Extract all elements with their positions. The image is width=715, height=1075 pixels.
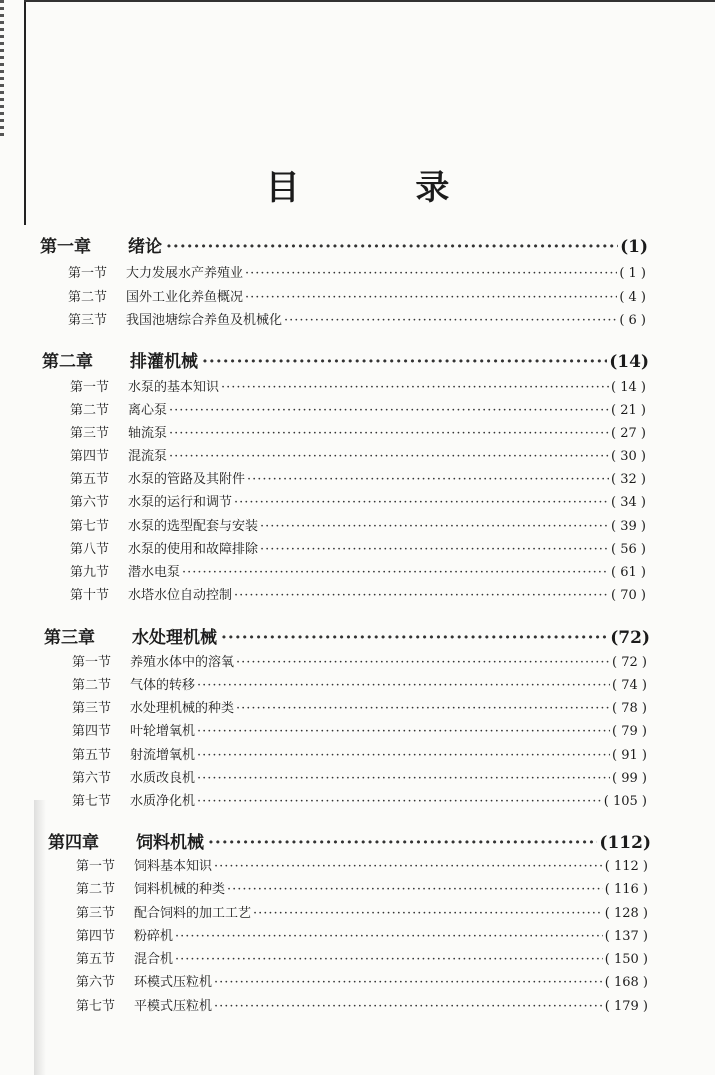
section-page: ( 4 ) xyxy=(619,290,646,305)
dot-leader xyxy=(208,833,597,853)
section-title: 大力发展水产养殖业 xyxy=(126,266,244,281)
toc-section[interactable] xyxy=(70,399,646,418)
section-number: 第六节 xyxy=(72,771,112,786)
section-page: ( 39 ) xyxy=(611,519,646,534)
section-number: 第三节 xyxy=(72,701,112,716)
section-number: 第四节 xyxy=(70,449,110,464)
section-page: ( 61 ) xyxy=(611,565,646,580)
toc-section[interactable] xyxy=(68,286,646,305)
dot-leader xyxy=(245,266,617,281)
section-title: 水泵的管路及其附件 xyxy=(128,472,246,487)
toc-section[interactable] xyxy=(76,855,648,874)
scan-shadow xyxy=(34,800,46,1075)
section-page: ( 150 ) xyxy=(604,952,648,967)
dot-leader xyxy=(221,628,608,648)
section-page: ( 70 ) xyxy=(611,588,646,603)
section-number: 第三节 xyxy=(68,313,108,328)
section-page: ( 112 ) xyxy=(604,859,648,874)
toc-section[interactable] xyxy=(76,971,648,990)
section-title: 叶轮增氧机 xyxy=(130,724,196,739)
section-title: 水塔水位自动控制 xyxy=(128,588,233,603)
section-number: 第一节 xyxy=(72,655,112,670)
section-title: 离心泵 xyxy=(128,403,168,418)
section-title: 饲料基本知识 xyxy=(134,859,213,874)
dot-leader xyxy=(234,588,609,603)
toc-section[interactable] xyxy=(76,878,648,897)
section-number: 第九节 xyxy=(70,565,110,580)
section-title: 我国池塘综合养鱼及机械化 xyxy=(126,313,283,328)
section-number: 第四节 xyxy=(72,724,112,739)
section-page: ( 128 ) xyxy=(604,906,648,921)
section-number: 第三节 xyxy=(70,426,110,441)
toc-section[interactable] xyxy=(76,925,648,944)
section-number: 第二节 xyxy=(76,882,116,897)
dot-leader xyxy=(169,403,609,418)
toc-section[interactable] xyxy=(72,720,647,739)
toc-section[interactable] xyxy=(70,422,646,441)
section-title: 水泵的基本知识 xyxy=(128,380,220,395)
section-title: 水质改良机 xyxy=(130,771,196,786)
section-title: 平模式压粒机 xyxy=(134,999,213,1014)
section-page: ( 79 ) xyxy=(612,724,647,739)
section-number: 第一节 xyxy=(68,266,108,281)
dot-leader xyxy=(175,952,603,967)
section-page: ( 99 ) xyxy=(612,771,647,786)
section-page: ( 56 ) xyxy=(611,542,646,557)
dot-leader xyxy=(234,495,609,510)
dot-leader xyxy=(247,472,609,487)
section-number: 第七节 xyxy=(70,519,110,534)
toc-section[interactable] xyxy=(76,995,648,1014)
toc-section[interactable] xyxy=(70,561,646,580)
section-number: 第六节 xyxy=(70,495,110,510)
section-title: 水泵的运行和调节 xyxy=(128,495,233,510)
section-page: ( 14 ) xyxy=(611,380,646,395)
toc-chapter-2[interactable] xyxy=(42,347,649,372)
dot-leader xyxy=(227,882,603,897)
section-page: ( 179 ) xyxy=(604,999,648,1014)
section-title: 水处理机械的种类 xyxy=(130,701,235,716)
section-page: ( 137 ) xyxy=(604,929,648,944)
toc-section[interactable] xyxy=(72,744,647,763)
section-title: 环模式压粒机 xyxy=(134,975,213,990)
section-page: ( 30 ) xyxy=(611,449,646,464)
section-number: 第六节 xyxy=(76,975,116,990)
toc-section[interactable] xyxy=(72,767,647,786)
section-page: ( 105 ) xyxy=(603,794,647,809)
chapter-page: (14) xyxy=(609,352,649,372)
section-page: ( 34 ) xyxy=(611,495,646,510)
chapter-number: 第四章 xyxy=(48,833,99,853)
section-title: 气体的转移 xyxy=(130,678,196,693)
dot-leader xyxy=(197,724,610,739)
toc-section[interactable] xyxy=(76,948,648,967)
chapter-title: 绪论 xyxy=(128,237,162,257)
section-page: ( 72 ) xyxy=(612,655,647,670)
section-number: 第一节 xyxy=(76,859,116,874)
section-title: 饲料机械的种类 xyxy=(134,882,226,897)
chapter-title: 排灌机械 xyxy=(130,352,198,372)
page-title: 目 录 xyxy=(265,168,502,208)
toc-section[interactable] xyxy=(70,515,646,534)
chapter-page: (72) xyxy=(610,628,650,648)
section-page: ( 91 ) xyxy=(612,748,647,763)
chapter-number: 第二章 xyxy=(42,352,93,372)
section-page: ( 168 ) xyxy=(604,975,648,990)
dot-leader xyxy=(253,906,603,921)
section-page: ( 6 ) xyxy=(619,313,646,328)
dot-leader xyxy=(221,380,609,395)
dot-leader xyxy=(214,859,603,874)
section-number: 第二节 xyxy=(68,290,108,305)
section-number: 第五节 xyxy=(72,748,112,763)
toc-chapter-1[interactable] xyxy=(40,232,648,257)
dot-leader xyxy=(260,519,609,534)
section-number: 第五节 xyxy=(76,952,116,967)
toc-section[interactable] xyxy=(72,651,647,670)
section-page: ( 1 ) xyxy=(619,266,646,281)
dot-leader xyxy=(197,794,602,809)
section-number: 第五节 xyxy=(70,472,110,487)
section-title: 混合机 xyxy=(134,952,174,967)
toc-section[interactable] xyxy=(70,468,646,487)
toc-section[interactable] xyxy=(70,538,646,557)
chapter-page: (112) xyxy=(599,833,651,853)
dot-leader xyxy=(214,999,603,1014)
section-page: ( 74 ) xyxy=(612,678,647,693)
dot-leader xyxy=(202,352,607,372)
chapter-page: (1) xyxy=(620,237,648,257)
section-title: 养殖水体中的溶氧 xyxy=(130,655,235,670)
toc-section[interactable] xyxy=(72,674,647,693)
toc-chapter-4[interactable] xyxy=(48,828,651,853)
section-number: 第七节 xyxy=(72,794,112,809)
dot-leader xyxy=(182,565,609,580)
binding-edge-marks xyxy=(0,0,4,140)
toc-section[interactable] xyxy=(70,584,646,603)
chapter-title: 水处理机械 xyxy=(132,628,217,648)
dot-leader xyxy=(245,290,617,305)
page-border-top xyxy=(24,0,715,2)
dot-leader xyxy=(197,771,610,786)
section-title: 射流增氧机 xyxy=(130,748,196,763)
toc-section[interactable] xyxy=(70,376,646,395)
dot-leader xyxy=(284,313,617,328)
dot-leader xyxy=(214,975,603,990)
dot-leader xyxy=(175,929,603,944)
section-number: 第二节 xyxy=(70,403,110,418)
chapter-number: 第一章 xyxy=(40,237,91,257)
section-page: ( 78 ) xyxy=(612,701,647,716)
dot-leader xyxy=(169,426,609,441)
section-page: ( 116 ) xyxy=(604,882,648,897)
dot-leader xyxy=(236,701,610,716)
chapter-title: 饲料机械 xyxy=(136,833,204,853)
section-number: 第八节 xyxy=(70,542,110,557)
dot-leader xyxy=(236,655,610,670)
toc-section[interactable] xyxy=(68,262,646,281)
section-title: 混流泵 xyxy=(128,449,168,464)
section-title: 水质净化机 xyxy=(130,794,196,809)
section-number: 第二节 xyxy=(72,678,112,693)
toc-section[interactable] xyxy=(72,697,647,716)
section-title: 轴流泵 xyxy=(128,426,168,441)
toc-section[interactable] xyxy=(70,491,646,510)
toc-section[interactable] xyxy=(68,309,646,328)
section-title: 水泵的使用和故障排除 xyxy=(128,542,259,557)
section-page: ( 32 ) xyxy=(611,472,646,487)
toc-chapter-3[interactable] xyxy=(44,623,650,648)
section-number: 第四节 xyxy=(76,929,116,944)
section-title: 国外工业化养鱼概况 xyxy=(126,290,244,305)
dot-leader xyxy=(197,678,610,693)
toc-section[interactable] xyxy=(72,790,647,809)
dot-leader xyxy=(169,449,609,464)
section-number: 第七节 xyxy=(76,999,116,1014)
section-title: 配合饲料的加工工艺 xyxy=(134,906,252,921)
toc-section[interactable] xyxy=(76,902,648,921)
section-page: ( 21 ) xyxy=(611,403,646,418)
section-title: 潜水电泵 xyxy=(128,565,181,580)
toc-section[interactable] xyxy=(70,445,646,464)
dot-leader xyxy=(260,542,609,557)
section-number: 第十节 xyxy=(70,588,110,603)
dot-leader xyxy=(166,237,618,257)
section-title: 水泵的选型配套与安装 xyxy=(128,519,259,534)
section-number: 第三节 xyxy=(76,906,116,921)
section-title: 粉碎机 xyxy=(134,929,174,944)
section-page: ( 27 ) xyxy=(611,426,646,441)
dot-leader xyxy=(197,748,610,763)
chapter-number: 第三章 xyxy=(44,628,95,648)
section-number: 第一节 xyxy=(70,380,110,395)
